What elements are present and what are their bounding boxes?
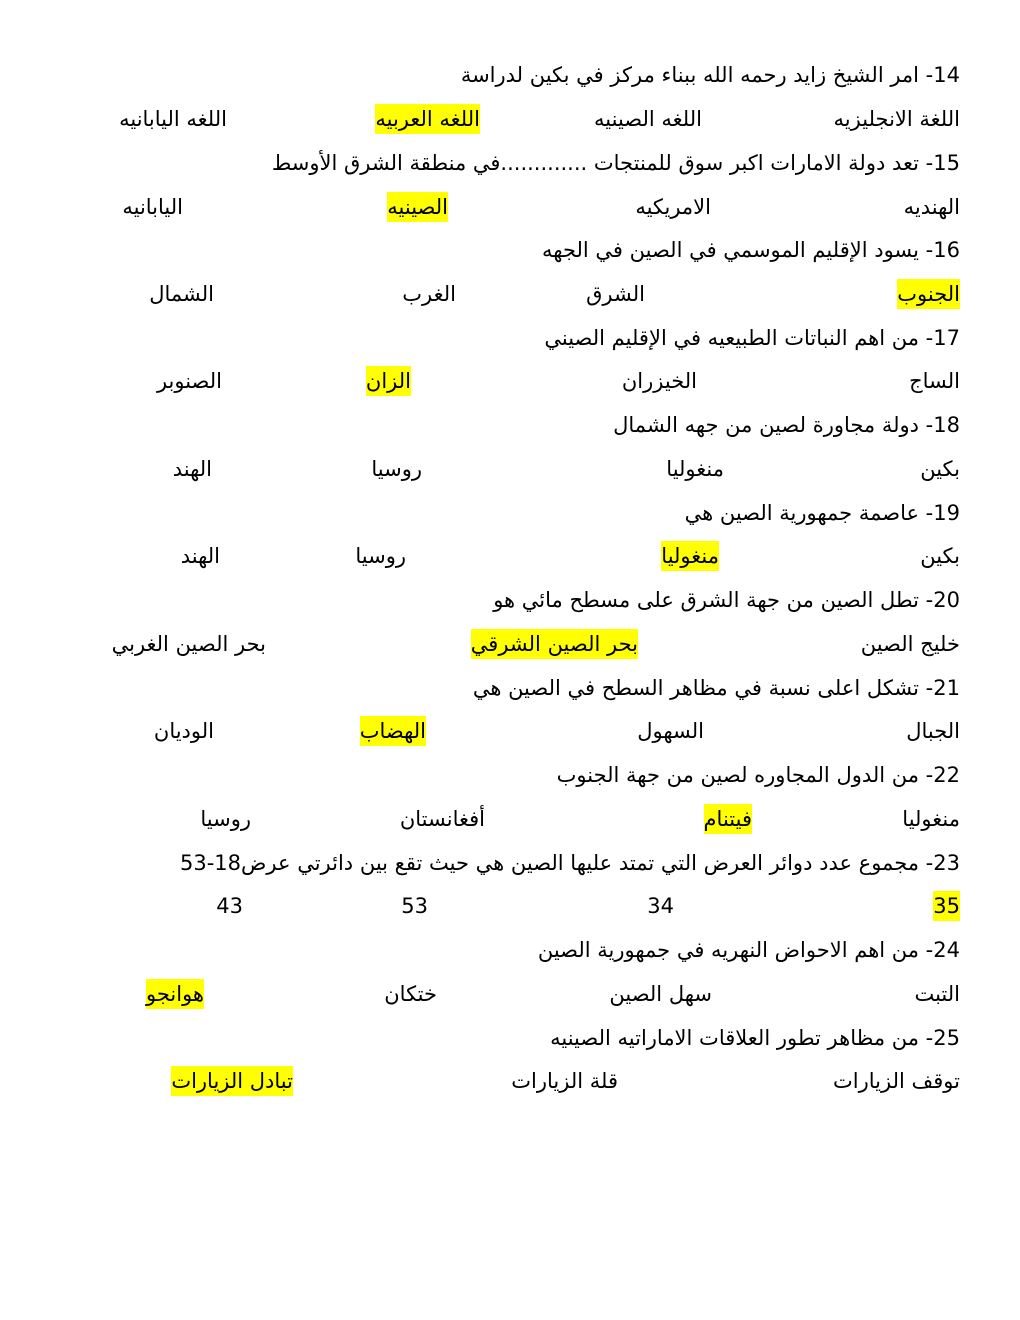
q14-option-1: اللغة الانجليزيه [833, 107, 960, 131]
q19-option-1: بكين [920, 544, 960, 568]
q16-option-1-answer: الجنوب [897, 279, 960, 309]
q22-option-3: أفغانستان [399, 807, 485, 831]
q22-option-1: منغوليا [902, 807, 960, 831]
q15-option-2: الامريكيه [635, 195, 711, 219]
q25-option-1: توقف الزيارات [833, 1069, 960, 1093]
q17-option-2: الخيزران [621, 369, 697, 393]
q23-option-1-answer: 35 [933, 891, 960, 921]
q21-option-4: الوديان [153, 719, 214, 743]
question-18: 18- دولة مجاورة لصين من جهه الشمال [613, 413, 960, 437]
q20-option-2-answer: بحر الصين الشرقي [471, 629, 638, 659]
q23-option-3: 53 [401, 894, 428, 918]
question-23: 23- مجموع عدد دوائر العرض التي تمتد عليها الصين هي حيث تقع بين دائرتي عرض18-53 [179, 851, 960, 875]
question-22: 22- من الدول المجاوره لصين من جهة الجنوب [556, 763, 960, 787]
q24-option-3: ختكان [384, 982, 437, 1006]
q19-option-2-answer: منغوليا [661, 541, 719, 571]
question-16: 16- يسود الإقليم الموسمي في الصين في الجهه [542, 238, 960, 262]
question-21: 21- تشكل اعلى نسبة في مظاهر السطح في الصين هي [472, 676, 960, 700]
q25-option-3-answer: تبادل الزيارات [171, 1066, 293, 1096]
q15-option-1: الهنديه [903, 195, 960, 219]
q25-option-2: قلة الزيارات [511, 1069, 618, 1093]
q19-option-3: روسيا [355, 544, 406, 568]
q17-option-3-answer: الزان [366, 366, 411, 396]
q21-option-2: السهول [637, 719, 704, 743]
q16-option-4: الشمال [149, 282, 214, 306]
q21-option-1: الجبال [906, 719, 960, 743]
q22-option-2-answer: فيتنام [704, 804, 752, 834]
q16-option-3: الغرب [402, 282, 456, 306]
q24-option-1: التبت [914, 982, 960, 1006]
q14-option-4: اللغه اليابانيه [119, 107, 227, 131]
q16-option-2: الشرق [586, 282, 645, 306]
q17-option-1: الساج [909, 369, 960, 393]
question-17: 17- من اهم النباتات الطبيعيه في الإقليم الصيني [544, 326, 960, 350]
question-24: 24- من اهم الاحواض النهريه في جمهورية الصين [537, 938, 960, 962]
q24-option-2: سهل الصين [609, 982, 712, 1006]
question-19: 19- عاصمة جمهورية الصين هي [684, 501, 960, 525]
q14-option-3-answer: اللغه العربيه [375, 104, 480, 134]
q18-option-2: منغوليا [666, 457, 724, 481]
q18-option-3: روسيا [371, 457, 422, 481]
q17-option-4: الصنوبر [156, 369, 222, 393]
q22-option-4: روسيا [200, 807, 251, 831]
q14-option-2: اللغه الصينيه [594, 107, 702, 131]
q18-option-4: الهند [172, 457, 212, 481]
q20-option-1: خليج الصين [860, 632, 960, 656]
q21-option-3-answer: الهضاب [360, 716, 426, 746]
q23-option-4: 43 [216, 894, 243, 918]
question-25: 25- من مظاهر تطور العلاقات الاماراتيه الصينيه [550, 1026, 960, 1050]
q15-option-3-answer: الصينيه [387, 192, 448, 222]
q24-option-4-answer: هوانجو [146, 979, 204, 1009]
question-14: 14- امر الشيخ زايد رحمه الله ببناء مركز في بكين لدراسة [460, 63, 960, 87]
question-15: 15- تعد دولة الامارات اكبر سوق للمنتجات .............في منطقة الشرق الأوسط [271, 151, 960, 175]
q15-option-4: اليابانيه [122, 195, 183, 219]
q23-option-2: 34 [647, 894, 674, 918]
q19-option-4: الهند [180, 544, 220, 568]
q20-option-3: بحر الصين الغربي [111, 632, 266, 656]
q18-option-1: بكين [920, 457, 960, 481]
question-20: 20- تطل الصين من جهة الشرق على مسطح مائي هو [493, 588, 960, 612]
